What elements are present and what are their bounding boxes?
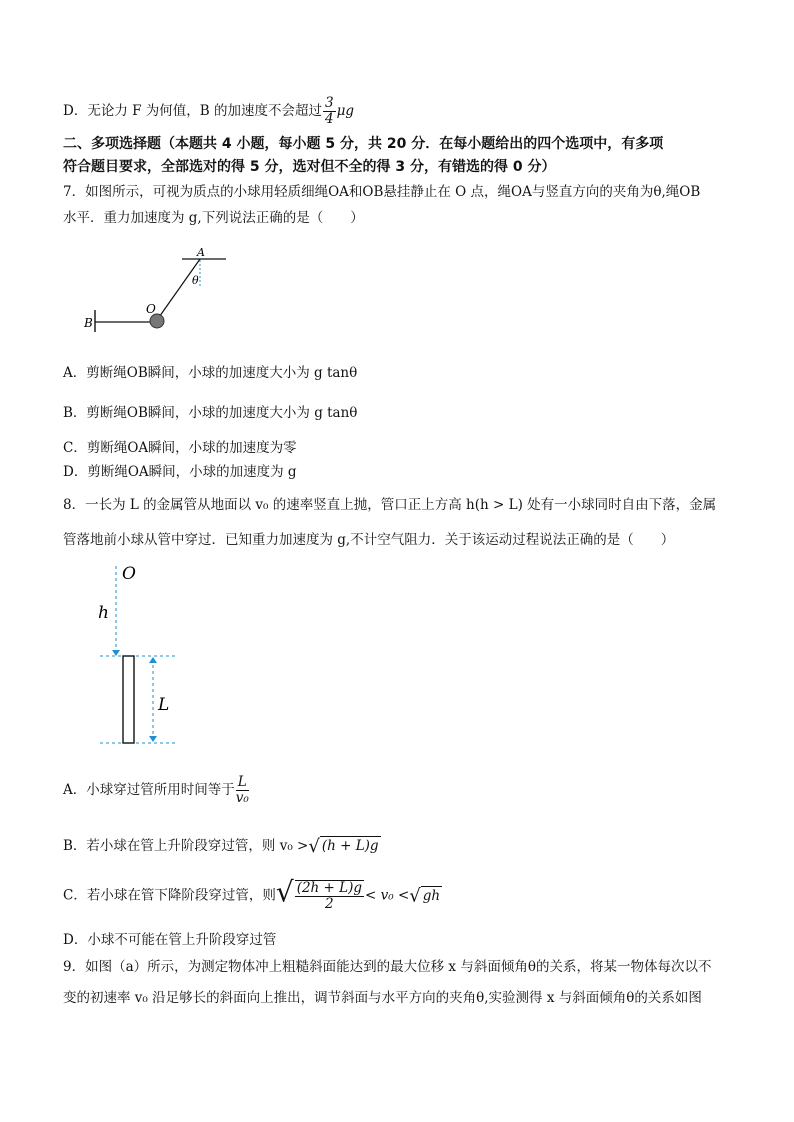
section-title-line2: 符合题目要求，全部选对的得 5 分，选对但不全的得 3 分，有错选的得 0 分） [63, 159, 556, 175]
fraction-2h-l: $\frac{(2h + L)g}{2}$ [296, 880, 363, 912]
fraction-3-4: $\frac{3}{4}$ [325, 95, 334, 127]
section-title-line1: 二、多项选择题（本题共 4 小题，每小题 5 分，共 20 分．在每小题给出的四个选项中，有多项 [63, 136, 664, 152]
label-h: h [98, 603, 109, 623]
q9-stem-line1: 9．如图（a）所示，为测定物体冲上粗糙斜面能达到的最大位移 x 与斜面倾角θ的关系，将某一物体每次以不 [63, 959, 712, 975]
q7-option-a: A．剪断绳OB瞬间，小球的加速度大小为 g tanθ [63, 365, 358, 381]
rope-oa [157, 259, 200, 320]
q7-figure [80, 240, 240, 340]
sqrt-sign: √ [409, 885, 421, 907]
q8-option-a: A．小球穿过管所用时间等于 $\frac{L}{\text{v₀}}$ [63, 774, 249, 806]
label-o: O [122, 564, 136, 584]
l-arrow-top [149, 657, 157, 663]
q8-stem-line2: 管落地前小球从管中穿过．已知重力加速度为 g,不计空气阻力．关于该运动过程说法正确的是（ ） [63, 532, 675, 548]
q8-option-d: D．小球不可能在管上升阶段穿过管 [63, 932, 277, 948]
metal-tube [123, 656, 134, 743]
q6-option-d: D．无论力 F 为何值，B 的加速度不会超过 $\frac{3}{4}$ μg [63, 95, 355, 127]
label-o: O [146, 302, 156, 316]
q6-option-d-text: D．无论力 F 为何值，B 的加速度不会超过 [63, 103, 322, 119]
q7-stem-line2: 水平．重力加速度为 g,下列说法正确的是（ ） [63, 210, 364, 226]
sqrt-sign: √ [275, 875, 294, 909]
label-theta: θ [192, 274, 199, 287]
q8-figure [90, 560, 210, 760]
q8-option-b: B．若小球在管上升阶段穿过管，则 v₀ >√ (h + L)g [63, 836, 379, 857]
label-l: L [158, 695, 170, 715]
l-arrow-bottom [149, 736, 157, 742]
q7-option-c: C．剪断绳OA瞬间，小球的加速度为零 [63, 440, 297, 456]
fraction-l-v0: $\frac{L}{\text{v₀}}$ [235, 774, 249, 806]
q7-stem-line1: 7．如图所示，可视为质点的小球用轻质细绳OA和OB悬挂静止在 O 点，绳OA与竖直方向的夹角为θ,绳OB [63, 184, 701, 200]
sqrt-sign: √ [308, 836, 320, 857]
h-arrowhead [112, 650, 120, 656]
label-b: B [84, 316, 93, 330]
q8-stem-line1: 8．一长为 L 的金属管从地面以 v₀ 的速率竖直上抛，管口正上方高 h(h > L) 处有一小球同时自由下落，金属 [63, 497, 717, 513]
label-a: A [197, 246, 205, 259]
q9-stem-line2: 变的初速率 v₀ 沿足够长的斜面向上推出，调节斜面与水平方向的夹角θ,实验测得 x 与斜面倾角θ的关系如图 [63, 990, 702, 1006]
ball [150, 314, 164, 328]
q8-option-c: C．若小球在管下降阶段穿过管，则√ $\frac{(2h + L)g}{2}$ < v₀ <√ gh [63, 875, 441, 912]
q7-option-b: B．剪断绳OB瞬间，小球的加速度大小为 g tanθ [63, 405, 358, 421]
q7-option-d: D．剪断绳OA瞬间，小球的加速度为 g [63, 464, 297, 480]
